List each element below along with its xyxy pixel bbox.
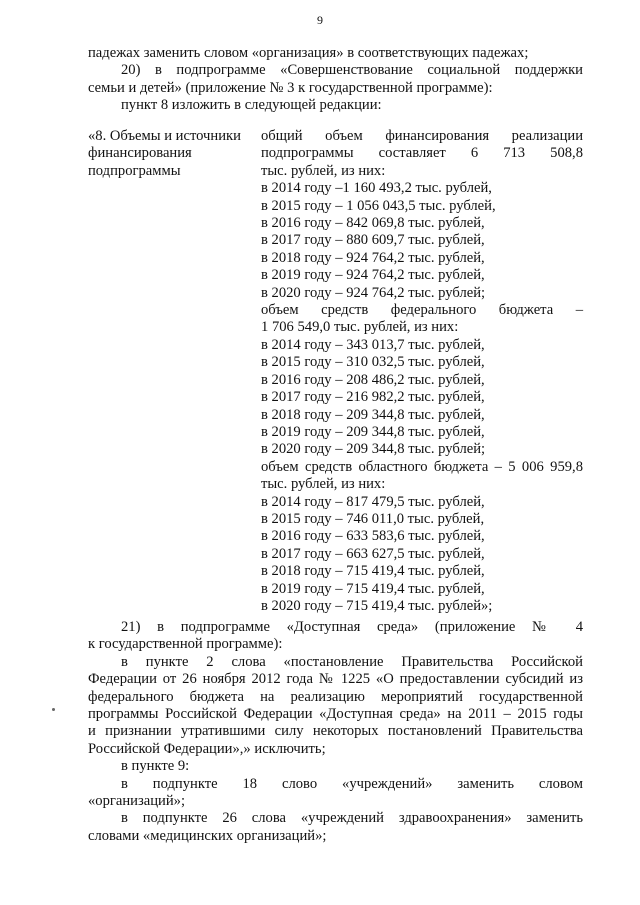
item-21-p2-line: в пункте 2 слова «постановление Правительства Российской [121,653,583,670]
table-value-line: в 2020 году – 715 419,4 тыс. рублей»; [261,597,493,614]
table-value-line: в 2014 году – 817 479,5 тыс. рублей, [261,493,485,510]
table-value-line: в 2019 году – 715 419,4 тыс. рублей, [261,580,485,597]
table-value-line: в 2015 году – 1 056 043,5 тыс. рублей, [261,197,496,214]
item-21-p2-line: федерального бюджета на реализацию мероприятий государственной [88,688,583,705]
item-21-p2-line: Российской Федерации»,» исключить; [88,740,326,757]
table-value-line: подпрограммы составляет 6 713 508,8 [261,145,583,162]
table-label-line: подпрограммы [88,162,181,179]
table-value-line: в 2014 году – 343 013,7 тыс. рублей, [261,336,485,353]
table-value-line: в 2017 году – 216 982,2 тыс. рублей, [261,389,485,406]
table-value-line: в 2018 году – 715 419,4 тыс. рублей, [261,563,485,580]
item-21-sub18-line: в подпункте 18 слово «учреждений» заменить словом [121,775,583,792]
table-label-line: финансирования [88,145,192,162]
funding-table-values [261,128,583,615]
item-21-sub26-line: в подпункте 26 слова «учреждений здравоохранения» заменить [121,810,583,827]
table-value-line: в 2018 году – 209 344,8 тыс. рублей, [261,406,485,423]
table-value-line: в 2018 году – 924 764,2 тыс. рублей, [261,249,485,266]
table-value-line: общий объем финансирования реализации [261,128,583,144]
item-20-line: 20) в подпрограмме «Совершенствование социальной поддержки [121,62,583,79]
item-21-p9-line: в пункте 9: [121,758,190,775]
table-value-line: в 2015 году – 746 011,0 тыс. рублей, [261,510,485,527]
table-value-line: в 2016 году – 208 486,2 тыс. рублей, [261,371,485,388]
item-20-line: пункт 8 изложить в следующей редакции: [121,97,382,114]
table-value-line: объем средств федерального бюджета – [261,302,583,319]
table-label-line: «8. Объемы и источники [88,128,241,144]
item-21-line: 21) в подпрограмме «Доступная среда» (приложение № 4 [121,619,583,635]
item-21-p2-line: программы Российской Федерации «Доступная среда» на 2011 – 2015 годы [88,706,583,723]
table-value-line: в 2019 году – 924 764,2 тыс. рублей, [261,267,485,284]
table-value-line: в 2020 году – 209 344,8 тыс. рублей; [261,441,486,458]
table-value-line: тыс. рублей, из них: [261,476,386,493]
table-value-line: в 2014 году –1 160 493,2 тыс. рублей, [261,180,492,197]
item-21-sub18-line: «организаций»; [88,793,185,810]
item-21-p2-line: и признании утратившими силу некоторых постановлений Правительства [88,723,583,740]
item-21-p2-line: Федерации от 26 ноября 2012 года № 1225 «О предоставлении субсидий из [88,671,583,688]
table-value-line: 1 706 549,0 тыс. рублей, из них: [261,319,459,336]
funding-table-label [88,128,248,180]
table-value-line: в 2019 году – 209 344,8 тыс. рублей, [261,423,485,440]
table-value-line: объем средств областного бюджета – 5 006 959,8 [261,458,583,475]
item-20-line: семьи и детей» (приложение № 3 к государственной программе): [88,79,493,96]
table-value-line: в 2020 году – 924 764,2 тыс. рублей; [261,284,486,301]
table-value-line: в 2015 году – 310 032,5 тыс. рублей, [261,354,485,371]
page-number: 9 [317,13,323,27]
table-value-line: в 2016 году – 633 583,6 тыс. рублей, [261,528,485,545]
table-value-line: в 2016 году – 842 069,8 тыс. рублей, [261,215,485,232]
intro-line: падежах заменить словом «организация» в соответствующих падежах; [88,45,529,61]
table-value-line: в 2017 году – 880 609,7 тыс. рублей, [261,232,485,249]
item-21-block [88,619,583,845]
item-21-sub26-line: словами «медицинских организаций»; [88,827,327,844]
intro-block [88,45,583,115]
margin-mark [52,708,55,711]
table-value-line: в 2017 году – 663 627,5 тыс. рублей, [261,545,485,562]
item-21-line: к государственной программе): [88,636,283,653]
table-value-line: тыс. рублей, из них: [261,162,386,179]
